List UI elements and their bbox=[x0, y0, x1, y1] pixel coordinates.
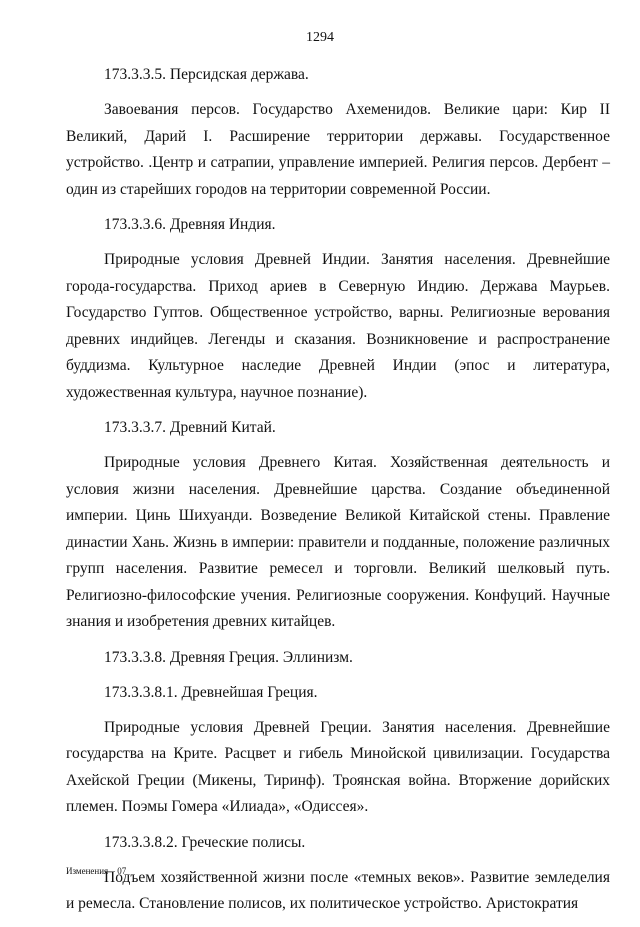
paragraph-persia: Завоевания персов. Государство Ахеменидов. Великие цари: Кир II Великий, Дарий I. Расширение территории державы. Государственное устройство. .Центр и сатрапии, управление империей. Религия персов. Дербент – один из старейших городов на территории современной России. bbox=[66, 101, 610, 198]
document-body bbox=[66, 62, 610, 927]
section-heading-india: 173.3.3.6. Древняя Индия. bbox=[104, 216, 276, 233]
section-heading-ancient-greece: 173.3.3.8.1. Древнейшая Греция. bbox=[104, 683, 318, 701]
paragraph-greek-poleis: Подъем хозяйственной жизни после «темных веков». Развитие земледелия и ремесла. Становление полисов, их политическое устройство. Аристократия bbox=[66, 868, 610, 912]
section-heading-greek-poleis: 173.3.3.8.2. Греческие полисы. bbox=[104, 833, 306, 851]
page-number: 1294 bbox=[306, 30, 334, 45]
footer-revision-note: Изменения – 07 bbox=[66, 866, 127, 876]
paragraph-india: Природные условия Древней Индии. Занятия населения. Древнейшие города-государства. Приход ариев в Северную Индию. Держава Маурьев. Государство Гуптов. Общественное устройство, варны. Религиозные верования древних индийцев. Легенды и сказания. Возникновение и распространение буддизма. Культурное наследие Древней Индии (эпос и литература, художественная культура, научное познание). bbox=[66, 251, 610, 401]
section-heading-greece: 173.3.3.8. Древняя Греция. Эллинизм. bbox=[104, 648, 353, 666]
paragraph-ancient-greece: Природные условия Древней Греции. Занятия населения. Древнейшие государства на Крите. Расцвет и гибель Минойской цивилизации. Государства Ахейской Греции (Микены, Тиринф). Троянская война. Вторжение дорийских племен. Поэмы Гомера «Илиада», «Одиссея». bbox=[66, 718, 610, 815]
section-heading-persia: 173.3.3.5. Персидская держава. bbox=[104, 66, 309, 83]
paragraph-china: Природные условия Древнего Китая. Хозяйственная деятельность и условия жизни населения. Древнейшие царства. Создание объединенной империи. Цинь Шихуанди. Возведение Великой Китайской стены. Правление династии Хань. Жизнь в империи: правители и подданные, положение различных групп населения. Развитие ремесел и торговли. Великий шелковый путь. Религиозно-философские учения. Религиозные сооружения. Конфуций. Научные знания и изобретения древних китайцев. bbox=[66, 454, 610, 630]
section-heading-china: 173.3.3.7. Древний Китай. bbox=[104, 419, 276, 436]
